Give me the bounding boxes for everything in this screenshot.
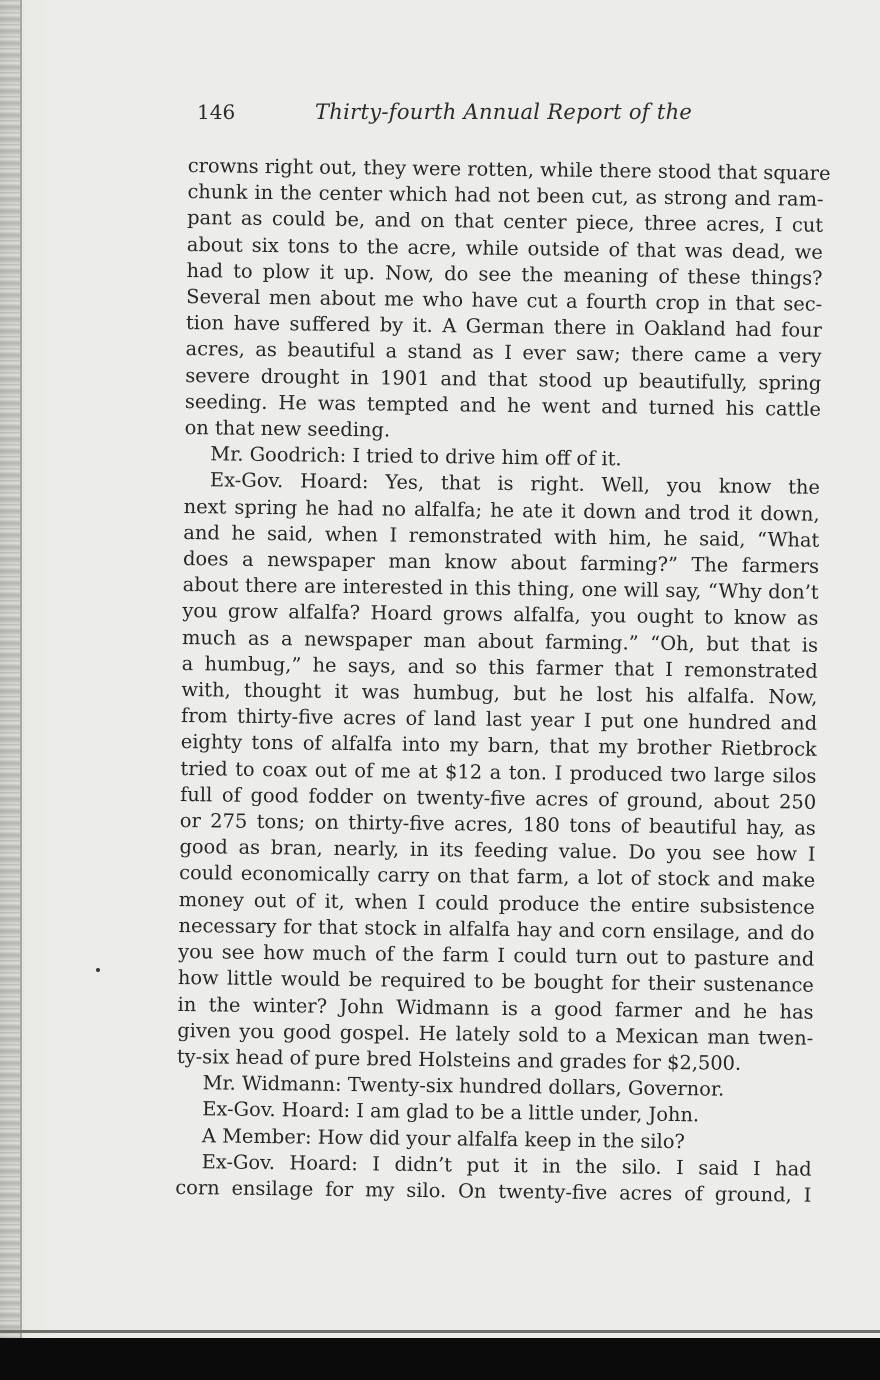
text-line: about six tons to the acre, while outside of that was dead, we — [186, 232, 823, 264]
text-line: a humbug,” he says, and so this farmer that I remonstrated — [181, 651, 818, 683]
text-line: and he said, when I remonstrated with him, he said, “What — [183, 520, 820, 552]
page-number: 146 — [197, 100, 236, 124]
page-header — [197, 98, 717, 132]
text-line: chunk in the center which had not been cut, as strong and ram- — [187, 180, 824, 211]
text-line: given you good gospel. He lately sold to a Mexican man twen- — [177, 1018, 814, 1050]
text-line: seeding. He was tempted and he went and turned his cattle — [184, 389, 822, 421]
page-binding-gutter — [0, 0, 20, 1338]
running-title: Thirty-fourth Annual Report of the — [315, 100, 693, 124]
text-line: you grow alfalfa? Hoard grows alfalfa, you ought to know as — [182, 599, 819, 631]
text-line: Several men about me who have cut a fourth crop in that sec- — [186, 285, 823, 316]
text-line: or 275 tons; on thirty-five acres, 180 tons of beautiful hay, as — [179, 809, 816, 840]
text-line: ty-six head of pure bred Holsteins and grades for $2,500. — [176, 1044, 742, 1075]
text-line: how little would be required to be bought for their sustenance — [177, 966, 815, 998]
text-line: severe drought in 1901 and that stood up beautifully, spring — [185, 363, 822, 395]
page-bottom-edge — [0, 1330, 880, 1333]
text-line: from thirty-five acres of land last year I put one hundred and — [180, 704, 818, 735]
text-line: necessary for that stock in alfalfa hay and corn ensilage, and do — [178, 913, 815, 945]
text-line: tion have suffered by it. A German there in Oakland had four — [185, 311, 823, 342]
ink-speck — [96, 968, 100, 972]
gutter-edge — [20, 0, 22, 1338]
text-line: Ex-Gov. Hoard: Yes, that is right. Well, you know the — [209, 468, 821, 500]
text-line: pant as could be, and on that center piece, three acres, I cut — [187, 206, 824, 238]
text-line: you see how much of the farm I could turn out to pasture and — [178, 940, 815, 971]
text-line: A Member: How did your alfalfa keep in the silo? — [201, 1123, 686, 1153]
text-line: in the winter? John Widmann is a good farmer and he has — [177, 992, 814, 1024]
text-line: money out of it, when I could produce the entire subsistence — [178, 887, 815, 919]
scan-bottom-border — [0, 1338, 880, 1380]
text-line: eighty tons of alfalfa into my barn, that my brother Rietbrock — [180, 730, 817, 762]
text-line: Mr. Goodrich: I tried to drive him off of it. — [210, 442, 622, 471]
text-line: could economically carry on that farm, a lot of stock and make — [179, 861, 816, 893]
text-line: had to plow it up. Now, do see the meaning of these things? — [186, 258, 823, 290]
text-line: with, thought it was humbug, but he lost his alfalfa. Now, — [181, 678, 818, 709]
text-line: next spring he had no alfalfa; he ate it down and trod it down, — [183, 494, 820, 526]
text-line: about there are interested in this thing, one will say, “Why don’t — [182, 573, 819, 604]
text-line: much as a newspaper man about farming.” “Oh, but that is — [181, 625, 819, 657]
text-line: Mr. Widmann: Twenty-six hundred dollars, Governor. — [202, 1071, 725, 1101]
text-line: corn ensilage for my silo. On twenty-five acres of ground, I — [175, 1175, 812, 1207]
text-line: acres, as beautiful a stand as I ever saw; there came a very — [185, 337, 822, 369]
text-line: on that new seeding. — [184, 416, 391, 442]
text-line: Ex-Gov. Hoard: I didn’t put it in the silo. I said I had — [201, 1149, 812, 1181]
text-line: full of good fodder on twenty-five acres of ground, about 250 — [180, 782, 817, 814]
text-line: tried to coax out of me at $12 a ton. I produced two large silos — [180, 756, 817, 788]
text-line: Ex-Gov. Hoard: I am glad to be a little under, John. — [202, 1097, 700, 1127]
text-line: does a newspaper man know about farming?” The farmers — [182, 547, 820, 578]
body-text — [175, 153, 831, 1209]
text-line: crowns right out, they were rotten, while there stood that square — [187, 153, 831, 185]
text-line: good as bran, nearly, in its feeding value. Do you see how I — [179, 835, 816, 866]
